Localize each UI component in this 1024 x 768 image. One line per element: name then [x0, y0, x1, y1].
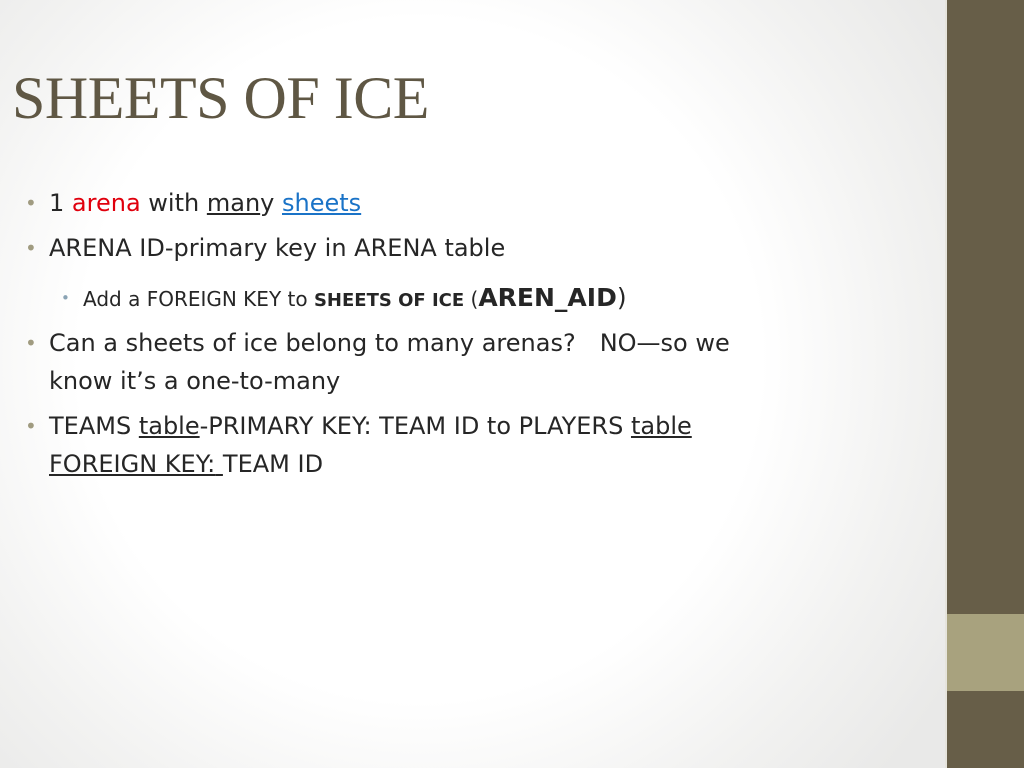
bullet-1-many-underlined: man	[206, 189, 261, 217]
bullet-item-4-line-2	[49, 445, 323, 483]
sub-bullet-open-paren: (	[470, 287, 479, 311]
bullet-1-number: 1	[49, 189, 65, 217]
bullet-1-many-suffix: y	[260, 189, 275, 217]
bullet-dot-icon: •	[25, 191, 37, 215]
sub-bullet-item-1	[61, 279, 627, 320]
bullet-3-answer: NO—so we	[599, 329, 730, 357]
bullet-4-foreign-key-underlined: FOREIGN KEY:	[49, 450, 216, 478]
bullet-dot-icon: •	[25, 236, 37, 260]
decorative-sidebar-accent	[947, 614, 1024, 691]
bullet-item-3-line-2	[49, 362, 340, 400]
sub-bullet-dot-icon: •	[61, 289, 70, 307]
bullet-item-2	[25, 229, 506, 267]
bullet-2-text: ARENA ID-primary key in ARENA table	[49, 234, 506, 262]
bullet-dot-icon: •	[25, 331, 37, 355]
bullet-4-table-underlined: table	[138, 412, 200, 440]
bullet-dot-icon: •	[25, 414, 37, 438]
sub-bullet-field-name: AREN_AID	[478, 283, 617, 312]
bullet-item-1	[25, 184, 362, 222]
sub-bullet-table-name: SHEETS OF ICE	[313, 290, 465, 311]
sub-bullet-close-paren: )	[616, 283, 627, 312]
bullet-4-team-id: TEAM ID	[222, 450, 324, 478]
bullet-item-4	[25, 407, 692, 445]
bullet-1-arena-word: arena	[71, 189, 141, 217]
bullet-item-3	[25, 324, 730, 362]
bullet-4-primary-key-text: -PRIMARY KEY: TEAM ID to PLAYERS	[199, 412, 624, 440]
sub-bullet-prefix: Add a FOREIGN KEY to	[83, 287, 308, 311]
bullet-1-with-word: with	[148, 189, 200, 217]
bullet-3-question: Can a sheets of ice belong to many arenas?	[49, 329, 576, 357]
bullet-1-sheets-link[interactable]: sheets	[282, 189, 362, 217]
slide-title: SHEETS OF ICE	[12, 65, 429, 131]
bullet-3-continuation: know it’s a one-to-many	[49, 367, 341, 395]
bullet-4-teams: TEAMS	[49, 412, 132, 440]
bullet-4-table-underlined-2: table	[630, 412, 692, 440]
